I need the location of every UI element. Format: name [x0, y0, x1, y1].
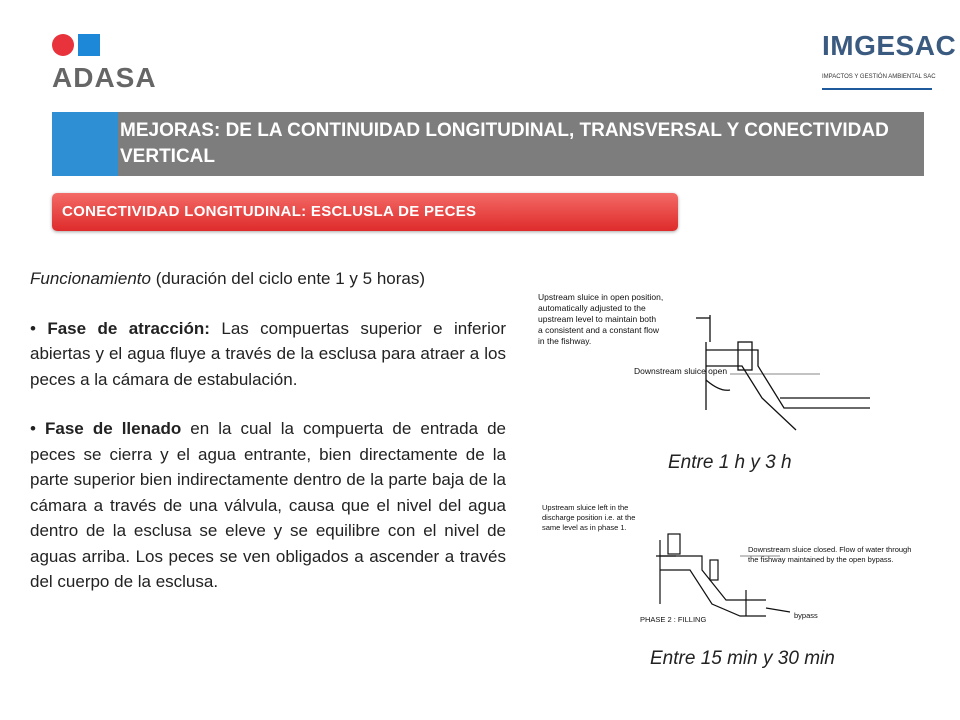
adasa-logo-text: ADASA [52, 62, 157, 93]
body-text [30, 266, 506, 595]
intro-paragraph [30, 266, 506, 292]
section-subtitle: CONECTIVIDAD LONGITUDINAL: ESCLUSLA DE PECES [62, 203, 477, 220]
logo-blue-square [78, 34, 100, 56]
fig1-annotation-line: a consistent and a constant flow [538, 325, 659, 335]
filling-phase-text: en la cual la compuerta de entrada de peces se cierra y el agua entrante, bien directamente de la parte superior bien indirectamente dentro de la parte baja de la cámara a través de una válvula, causa que el nivel del agua dentro de la esclusa se eleve y se equilibre con el nivel de aguas arriba. Los peces se ven obligados a ascender a través del cuerpo de la esclusa. [30, 419, 506, 591]
fig2-downstream-label: the fishway maintained by the open bypass. [748, 555, 894, 564]
intro-rest: (duración del ciclo ente 1 y 5 horas) [150, 269, 426, 288]
adasa-logo [52, 32, 182, 94]
fig1-annotation-line: in the fishway. [538, 336, 592, 346]
fig2-annotation-line: same level as in phase 1. [542, 523, 627, 532]
imgesac-logo [818, 30, 957, 100]
attraction-phase-text: Las compuertas superior e inferior abiertas y el agua fluye a través de la esclusa para atraer a los peces a la cámara de estabulación. [30, 318, 506, 389]
phase2-duration-caption: Entre 15 min y 30 min [650, 648, 835, 669]
attraction-phase-paragraph [30, 316, 506, 393]
fig1-annotation-line: Upstream sluice in open position, [538, 292, 664, 302]
phase1-duration-caption: Entre 1 h y 3 h [668, 452, 792, 473]
imgesac-logo-subtitle: IMPACTOS Y GESTIÓN AMBIENTAL SAC [822, 74, 936, 80]
attraction-phase-heading: Fase de atracción: [47, 318, 210, 338]
fig1-annotation-line: upstream level to maintain both [538, 314, 657, 324]
section-subtitle-bar [52, 193, 678, 231]
filling-phase-heading: Fase de llenado [45, 419, 182, 438]
title-bar [52, 112, 924, 176]
fig2-bypass-label: bypass [794, 611, 818, 620]
phase1-diagram [530, 280, 730, 440]
logo-red-dot [52, 34, 74, 56]
phase2-diagram [540, 500, 912, 630]
fig1-annotation-line: automatically adjusted to the [538, 303, 646, 313]
fig2-annotation-line: Upstream sluice left in the [542, 503, 629, 512]
fig2-downstream-label: Downstream sluice closed. Flow of water through [748, 545, 912, 554]
bullet: • [30, 419, 46, 438]
imgesac-logo-underline [822, 88, 932, 90]
filling-phase-paragraph [30, 416, 506, 595]
fig2-phase-label: PHASE 2 : FILLING [640, 615, 707, 624]
page-title: MEJORAS: DE LA CONTINUIDAD LONGITUDINAL, TRANSVERSAL Y CONECTIVIDAD VERTICAL [120, 120, 889, 167]
bullet: • [30, 318, 48, 338]
fig1-downstream-label: Downstream sluice open [634, 366, 728, 376]
fig2-annotation-line: discharge position i.e. at the [542, 513, 636, 522]
imgesac-logo-text: IMGESAC [822, 30, 957, 61]
title-accent-block [52, 112, 118, 176]
intro-italic: Funcionamiento [30, 269, 151, 288]
